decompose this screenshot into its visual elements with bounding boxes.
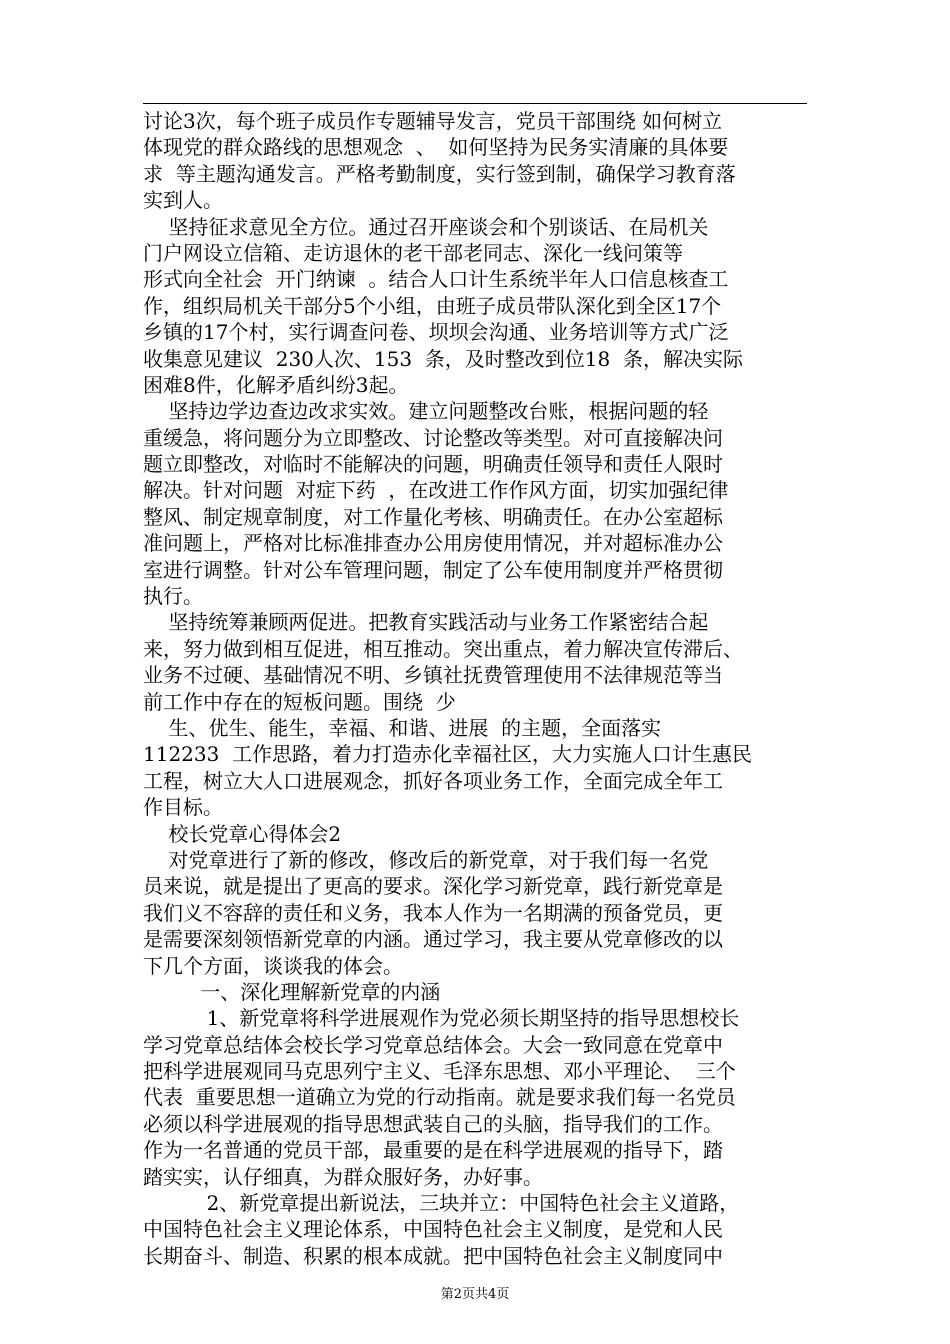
header-rule — [143, 103, 807, 104]
text-line: 我们义不容辞的责任和义务，我本人作为一名期满的预备党员，更 — [143, 900, 723, 925]
text-line: 把科学进展观同马克思列宁主义、毛泽东思想、邓小平理论、 三个 — [143, 1059, 736, 1084]
text-line: 执行。 — [143, 584, 203, 609]
text-line: 实到人。 — [143, 188, 223, 213]
text-line: 乡镇的17个村，实行调查问卷、坝坝会沟通、业务培训等方式广泛 — [143, 320, 729, 345]
page-footer: 第2页共4页 — [440, 1287, 510, 1302]
document-body — [143, 108, 811, 1269]
text-line: 前工作中存在的短板问题。围绕 少 — [143, 689, 456, 714]
text-line: 作，组织局机关干部分5个小组，由班子成员带队深化到全区17个 — [143, 293, 722, 318]
text-line: 坚持征求意见全方位。通过召开座谈会和个别谈话、在局机关 — [143, 214, 709, 239]
text-line: 业务不过硬、基础情况不明、乡镇社抚费管理使用不法律规范等当 — [143, 663, 723, 688]
text-line: 来，努力做到相互促进，相互推动。突出重点，着力解决宣传滞后、 — [143, 636, 743, 661]
text-line: 112233 工作思路，着力打造赤化幸福社区，大力实施人口计生惠民 — [143, 742, 753, 767]
text-line: 下几个方面，谈谈我的体会。 — [143, 953, 403, 978]
text-line: 收集意见建议 230人次、153 条，及时整改到位18 条，解决实际 — [143, 346, 743, 371]
text-line: 工程，树立大人口进展观念，抓好各项业务工作，全面完成全年工 — [143, 768, 723, 793]
text-line: 作目标。 — [143, 795, 223, 820]
text-line: 坚持边学边查边改求实效。建立问题整改台账，根据问题的轻 — [143, 399, 709, 424]
text-line: 员来说，就是提出了更高的要求。深化学习新党章，践行新党章是 — [143, 874, 723, 899]
text-line: 形式向全社会 开门纳谏 。结合人口计生系统半年人口信息核查工 — [143, 267, 729, 292]
text-line: 整风、制定规章制度，对工作量化考核、明确责任。在办公室超标 — [143, 504, 723, 529]
text-line: 代表 重要思想一道确立为党的行动指南。就是要求我们每一名党员 — [143, 1085, 736, 1110]
text-line: 作为一名普通的党员干部，最重要的是在科学进展观的指导下，踏 — [143, 1138, 723, 1163]
text-line: 讨论3次，每个班子成员作专题辅导发言，党员干部围绕 如何树立 — [143, 109, 723, 133]
text-line: 解决。针对问题 对症下药 ，在改进工作作风方面，切实加强纪律 — [143, 478, 729, 503]
text-line: 准问题上，严格对比标准排查办公用房使用情况，并对超标准办公 — [143, 531, 723, 556]
text-line: 是需要深刻领悟新党章的内涵。通过学习，我主要从党章修改的以 — [143, 927, 723, 952]
text-line: 2、新党章提出新说法，三块并立：中国特色社会主义道路， — [143, 1191, 740, 1216]
text-line: 踏实实，认仔细真，为群众服好务，办好事。 — [143, 1164, 543, 1189]
text-line: 一、深化理解新党章的内涵 — [143, 979, 441, 1004]
text-line: 体现党的群众路线的思想观念 、 如何坚持为民务实清廉的具体要 — [143, 135, 729, 160]
text-line: 中国特色社会主义理论体系，中国特色社会主义制度，是党和人民 — [143, 1217, 723, 1242]
text-line: 题立即整改，对临时不能解决的问题，明确责任领导和责任人限时 — [143, 452, 723, 477]
text-line: 室进行调整。针对公车管理问题，制定了公车使用制度并严格贯彻 — [143, 557, 723, 582]
text-line: 困难8件，化解矛盾纠纷3起。 — [143, 372, 409, 397]
text-line: 对党章进行了新的修改，修改后的新党章，对于我们每一名党 — [143, 847, 709, 872]
text-line: 学习党章总结体会校长学习党章总结体会。大会一致同意在党章中 — [143, 1032, 723, 1057]
text-line: 求 等主题沟通发言。严格考勤制度，实行签到制，确保学习教育落 — [143, 161, 736, 186]
text-line: 1、新党章将科学进展观作为党必须长期坚持的指导思想校长 — [143, 1006, 740, 1031]
text-line: 坚持统筹兼顾两促进。把教育实践活动与业务工作紧密结合起 — [143, 610, 709, 635]
text-line: 长期奋斗、制造、积累的根本成就。把中国特色社会主义制度同中 — [143, 1243, 723, 1268]
text-line: 必须以科学进展观的指导思想武装自己的头脑，指导我们的工作。 — [143, 1111, 723, 1136]
text-line: 门户网设立信箱、走访退休的老干部老同志、深化一线问策等 — [143, 240, 683, 265]
text-line: 生、优生、能生，幸福、和谐、进展 的主题，全面落实 — [143, 715, 662, 740]
text-line: 校长党章心得体会2 — [143, 821, 342, 846]
text-line: 重缓急，将问题分为立即整改、讨论整改等类型。对可直接解决问 — [143, 425, 723, 450]
